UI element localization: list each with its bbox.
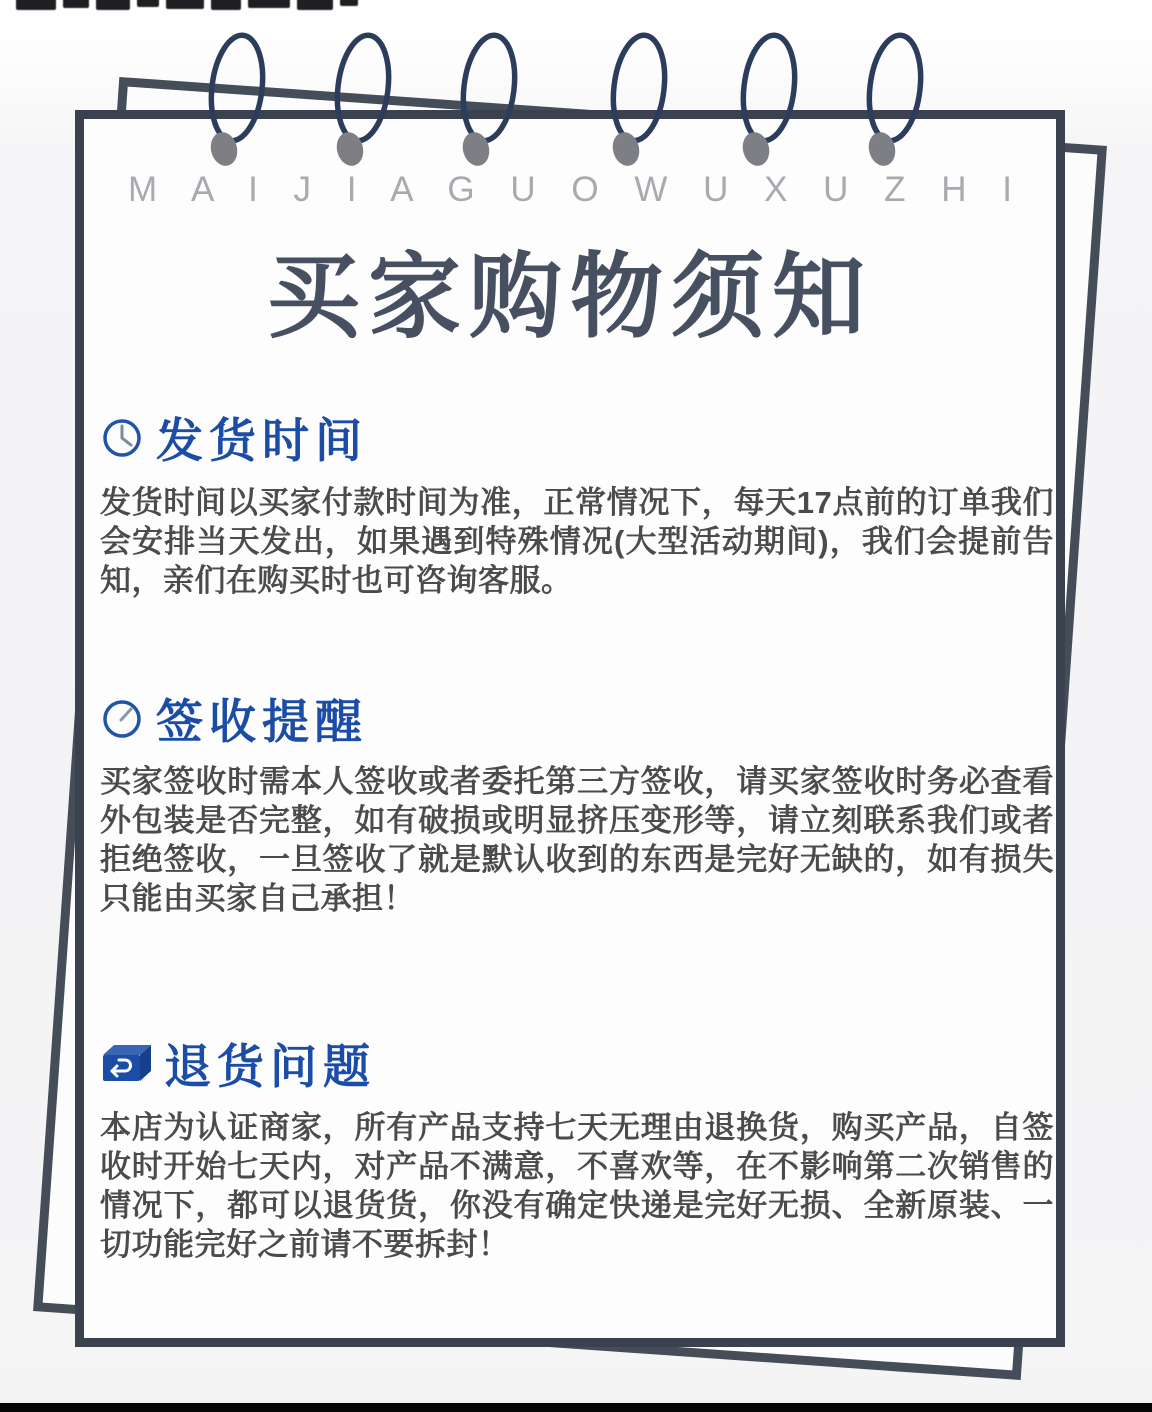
pinyin-watermark: M A I J I A G U O W U X U Z H I (128, 170, 1025, 209)
sign-receipt-clock-icon (100, 697, 144, 741)
section-shipping-heading (100, 404, 368, 471)
spiral-ring-icon (449, 28, 525, 170)
clock-icon (100, 416, 144, 460)
section-receipt-body: 买家签收时需本人签收或者委托第三方签收，请买家签收时务必查看外包装是否完整，如有破损或明显挤压变形等，请立刻联系我们或者拒绝签收，一旦签收了就是默认收到的东西是完好无缺的，如有损失只能由买家自己承担！ (100, 764, 1054, 916)
spiral-ring-icon (855, 28, 931, 170)
section-shipping-body: 发货时间以买家付款时间为准，正常情况下，每天17点前的订单我们会安排当天发出，如果遇到特殊情况(大型活动期间)，我们会提前告知，亲们在购买时也可咨询客服。 (100, 485, 1054, 598)
section-heading-label: 发货时间 (156, 414, 368, 467)
section-heading-label: 退货问题 (164, 1040, 376, 1093)
page-title: 买家购物须知 (267, 245, 873, 349)
return-parcel-icon (100, 1041, 152, 1087)
spiral-ring-icon (323, 28, 399, 170)
section-heading-label: 签收提醒 (156, 695, 368, 748)
section-returns-body: 本店为认证商家，所有产品支持七天无理由退换货，购买产品，自签收时开始七天内，对产品不满意，不喜欢等，在不影响第二次销售的情况下，都可以退货货，你没有确定快递是完好无损、全新原装、一切功能完好之前请不要拆封！ (100, 1110, 1054, 1262)
section-receipt-heading (100, 685, 368, 752)
spiral-ring-icon (197, 28, 273, 170)
section-returns-heading (100, 1030, 376, 1097)
spiral-ring-icon (599, 28, 675, 170)
cropped-text-fragment (16, 0, 358, 16)
bottom-black-bar (0, 1403, 1152, 1412)
spiral-ring-icon (729, 28, 805, 170)
